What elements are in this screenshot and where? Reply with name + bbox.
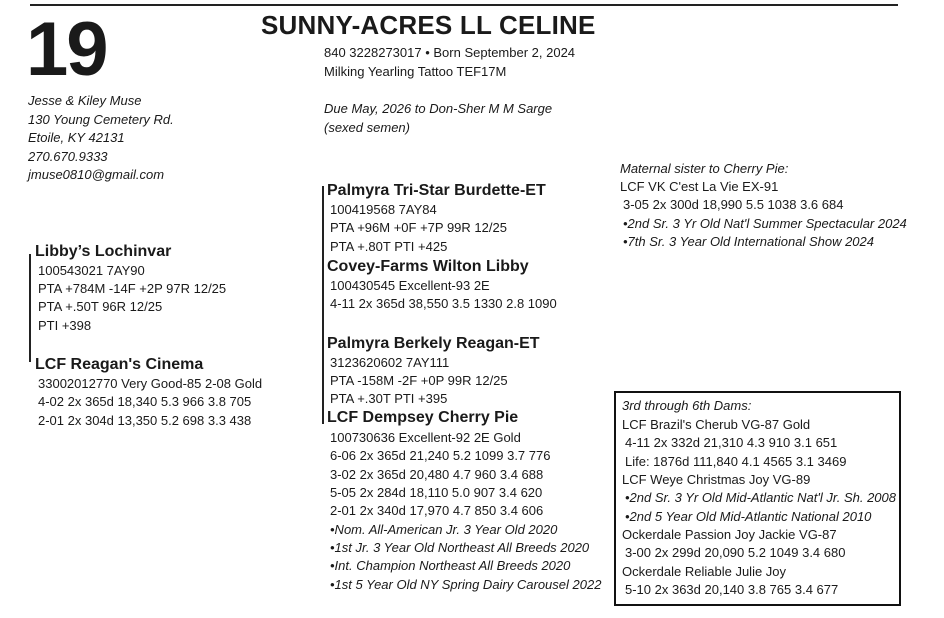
dams-box-jackie-record: 3-00 2x 299d 20,090 5.2 1049 3.4 680 xyxy=(625,545,846,560)
pedigree-bracket-left xyxy=(29,254,31,362)
dam-dam-classification: 100730636 Excellent-92 2E Gold xyxy=(330,430,521,445)
sire-pti: PTI +398 xyxy=(38,318,92,333)
dam-sire-name: Palmyra Berkely Reagan-ET xyxy=(327,335,540,352)
dams-box-heading: 3rd through 6th Dams: xyxy=(622,398,752,413)
consignor-street: 130 Young Cemetery Rd. xyxy=(28,112,174,127)
dam-dam-honor-3: •Int. Champion Northeast All Breeds 2020 xyxy=(330,558,571,573)
dam-record-1: 4-02 2x 365d 18,340 5.3 966 3.8 705 xyxy=(38,394,252,409)
consignor-email: jmuse0810@gmail.com xyxy=(28,167,165,182)
dams-box-julie-joy-record: 5-10 2x 363d 20,140 3.8 765 3.4 677 xyxy=(625,582,839,597)
dam-dam-name: LCF Dempsey Cherry Pie xyxy=(327,409,519,426)
dams-box-jackie-name: Ockerdale Passion Joy Jackie VG-87 xyxy=(622,527,837,542)
due-note: (sexed semen) xyxy=(324,120,410,135)
animal-class-line: Milking Yearling Tattoo TEF17M xyxy=(324,64,507,79)
maternal-sister-record: 3-05 2x 300d 18,990 5.5 1038 3.6 684 xyxy=(623,197,844,212)
consignor-city: Etoile, KY 42131 xyxy=(28,130,125,145)
sire-dam-name: Covey-Farms Wilton Libby xyxy=(327,258,529,275)
sire-dam-classification: 100430545 Excellent-93 2E xyxy=(330,278,490,293)
dam-dam-honor-1: •Nom. All-American Jr. 3 Year Old 2020 xyxy=(330,522,558,537)
animal-id-line: 840 3228273017 • Born September 2, 2024 xyxy=(324,45,576,60)
dam-sire-pti: PTA +.30T PTI +395 xyxy=(330,391,448,406)
sire-name: Libby’s Lochinvar xyxy=(35,243,172,260)
maternal-sister-name: LCF VK C'est La Vie EX-91 xyxy=(620,179,779,194)
dams-box-christmas-joy-honor-2: •2nd 5 Year Old Mid-Atlantic National 2010 xyxy=(625,509,872,524)
top-rule xyxy=(30,4,898,6)
dam-sire-id: 3123620602 7AY111 xyxy=(330,355,450,370)
dams-box-cherub-lifetime: Life: 1876d 111,840 4.1 4565 3.1 3469 xyxy=(625,454,847,469)
lot-number: 19 xyxy=(26,7,107,92)
dam-name: LCF Reagan's Cinema xyxy=(35,356,204,373)
dams-box-christmas-joy-honor-1: •2nd Sr. 3 Yr Old Mid-Atlantic Nat'l Jr. Sh. 2008 xyxy=(625,490,897,505)
dams-box-julie-joy-name: Ockerdale Reliable Julie Joy xyxy=(622,564,787,579)
maternal-sister-heading: Maternal sister to Cherry Pie: xyxy=(620,161,789,176)
dam-record-2: 2-01 2x 304d 13,350 5.2 698 3.3 438 xyxy=(38,413,252,428)
sire-pta-type: PTA +.50T 96R 12/25 xyxy=(38,299,163,314)
pedigree-bracket-middle xyxy=(322,186,324,424)
consignor-name: Jesse & Kiley Muse xyxy=(28,93,142,108)
sire-dam-record: 4-11 2x 365d 38,550 3.5 1330 2.8 1090 xyxy=(330,296,557,311)
dam-dam-record-3: 5-05 2x 284d 18,110 5.0 907 3.4 620 xyxy=(330,485,543,500)
sire-pta: PTA +784M -14F +2P 97R 12/25 xyxy=(38,281,227,296)
dam-classification: 33002012770 Very Good-85 2-08 Gold xyxy=(38,376,263,391)
sire-sire-pti: PTA +.80T PTI +425 xyxy=(330,239,448,254)
sire-id: 100543021 7AY90 xyxy=(38,263,145,278)
due-line: Due May, 2026 to Don-Sher M M Sarge xyxy=(324,101,553,116)
sire-sire-id: 100419568 7AY84 xyxy=(330,202,437,217)
dams-box-cherub-name: LCF Brazil's Cherub VG-87 Gold xyxy=(622,417,811,432)
sire-sire-name: Palmyra Tri-Star Burdette-ET xyxy=(327,182,546,199)
animal-name: SUNNY-ACRES LL CELINE xyxy=(261,10,596,40)
dam-sire-pta: PTA -158M -2F +0P 99R 12/25 xyxy=(330,373,508,388)
dam-dam-record-2: 3-02 2x 365d 20,480 4.7 960 3.4 688 xyxy=(330,467,544,482)
dams-box-cherub-record: 4-11 2x 332d 21,310 4.3 910 3.1 651 xyxy=(625,435,838,450)
consignor-phone: 270.670.9333 xyxy=(28,149,108,164)
dam-dam-honor-4: •1st 5 Year Old NY Spring Dairy Carousel 2022 xyxy=(330,577,602,592)
sire-sire-pta: PTA +96M +0F +7P 99R 12/25 xyxy=(330,220,507,235)
dam-dam-honor-2: •1st Jr. 3 Year Old Northeast All Breeds 2020 xyxy=(330,540,590,555)
maternal-sister-honor-2: •7th Sr. 3 Year Old International Show 2024 xyxy=(623,234,874,249)
maternal-sister-honor-1: •2nd Sr. 3 Yr Old Nat'l Summer Spectacular 2024 xyxy=(623,216,907,231)
dam-dam-record-1: 6-06 2x 365d 21,240 5.2 1099 3.7 776 xyxy=(330,448,551,463)
dams-box-christmas-joy-name: LCF Weye Christmas Joy VG-89 xyxy=(622,472,811,487)
dam-dam-record-4: 2-01 2x 340d 17,970 4.7 850 3.4 606 xyxy=(330,503,544,518)
